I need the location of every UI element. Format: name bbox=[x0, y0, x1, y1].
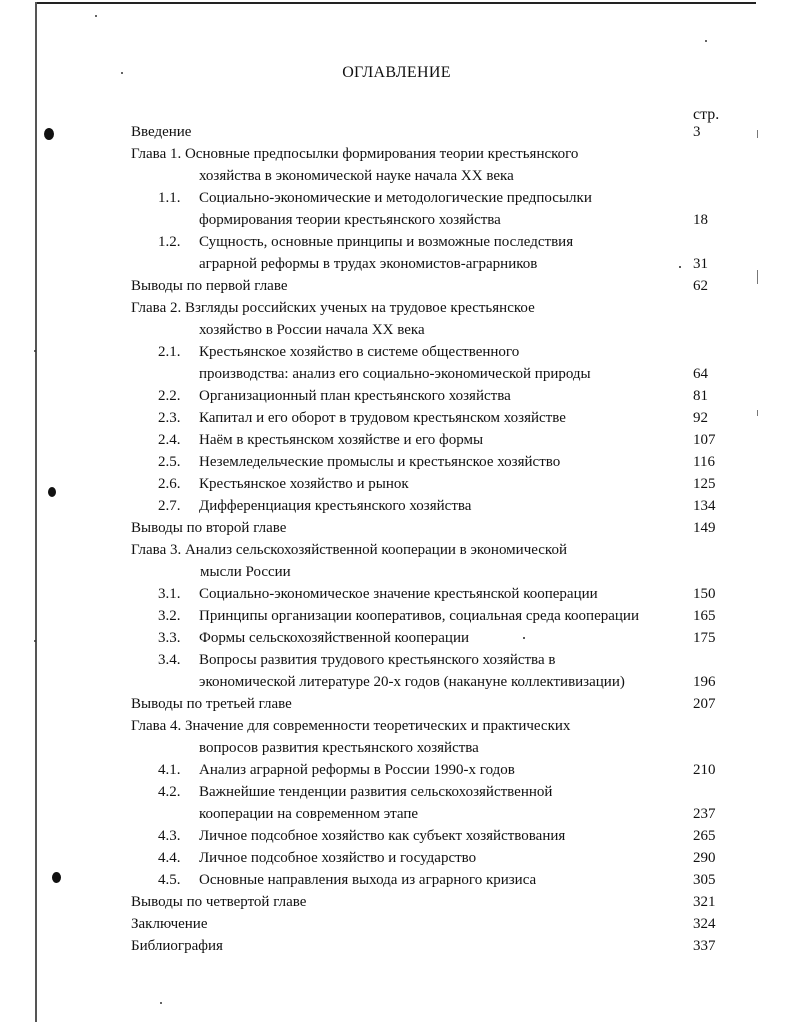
toc-entry-page: 134 bbox=[693, 498, 716, 514]
toc-chapter-title: Глава 4. Значение для современности теоретических и практических bbox=[131, 718, 571, 734]
toc-section bbox=[0, 649, 793, 671]
toc-entry-title: Библиография bbox=[131, 938, 223, 954]
toc-section-number: 3.4. bbox=[158, 652, 181, 668]
toc-section-number: 1.1. bbox=[158, 190, 181, 206]
toc-chapter bbox=[0, 715, 793, 737]
toc-section-number: 3.3. bbox=[158, 630, 181, 646]
toc-section-title-cont: аграрной реформы в трудах экономистов-аграрников bbox=[199, 256, 538, 272]
toc-section-title: Наём в крестьянском хозяйстве и его формы bbox=[199, 432, 484, 448]
toc-entry-title: Выводы по первой главе bbox=[131, 278, 288, 294]
toc-section bbox=[0, 495, 793, 517]
toc-chapter bbox=[0, 297, 793, 319]
toc-entry-page: 116 bbox=[693, 454, 715, 470]
toc-section-number: 4.3. bbox=[158, 828, 181, 844]
toc-entry-title: Выводы по четвертой главе bbox=[131, 894, 307, 910]
toc-entry-page: 165 bbox=[693, 608, 716, 624]
toc-section-title: Крестьянское хозяйство в системе общественного bbox=[199, 344, 520, 360]
toc-entry-page: 149 bbox=[693, 520, 716, 536]
toc-entry bbox=[0, 693, 793, 715]
toc-section-title: Социально-экономические и методологические предпосылки bbox=[199, 190, 592, 206]
toc-entry-title: Выводы по третьей главе bbox=[131, 696, 292, 712]
toc-section bbox=[0, 407, 793, 429]
toc-section-title: Личное подсобное хозяйство и государство bbox=[199, 850, 477, 866]
toc-chapter-cont bbox=[0, 319, 793, 341]
toc-section-number: 1.2. bbox=[158, 234, 181, 250]
toc-section bbox=[0, 825, 793, 847]
toc-section-title: Вопросы развития трудового крестьянского хозяйства в bbox=[199, 652, 556, 668]
toc-entry-page: 305 bbox=[693, 872, 716, 888]
toc-section-number: 4.5. bbox=[158, 872, 181, 888]
toc-section bbox=[0, 341, 793, 363]
toc-section bbox=[0, 231, 793, 253]
toc-chapter-title-cont: мысли России bbox=[200, 564, 291, 580]
toc-section bbox=[0, 869, 793, 891]
toc-section-number: 2.7. bbox=[158, 498, 181, 514]
toc-entry bbox=[0, 275, 793, 297]
toc-section-title-cont: производства: анализ его социально-экономической природы bbox=[199, 366, 591, 382]
page-title: ОГЛАВЛЕНИЕ bbox=[342, 64, 451, 81]
toc-entry-page: 210 bbox=[693, 762, 716, 778]
toc-chapter-cont bbox=[0, 737, 793, 759]
toc-entry-page: 81 bbox=[693, 388, 708, 404]
toc-section-title: Сущность, основные принципы и возможные последствия bbox=[199, 234, 574, 250]
toc-section-title: Формы сельскохозяйственной кооперации bbox=[199, 630, 470, 646]
toc-chapter-title-cont: хозяйство в России начала XX века bbox=[199, 322, 425, 338]
toc-section-cont bbox=[0, 253, 793, 275]
speck bbox=[95, 15, 97, 17]
toc-section bbox=[0, 781, 793, 803]
toc-section bbox=[0, 583, 793, 605]
toc-entry-page: 207 bbox=[693, 696, 716, 712]
toc-section-number: 3.1. bbox=[158, 586, 181, 602]
toc-entry-page: 290 bbox=[693, 850, 716, 866]
toc-section-title-cont: формирования теории крестьянского хозяйства bbox=[199, 212, 501, 228]
toc-chapter-title-cont: вопросов развития крестьянского хозяйства bbox=[199, 740, 479, 756]
toc-section-title: Основные направления выхода из аграрного кризиса bbox=[199, 872, 537, 888]
toc-entry-title: Заключение bbox=[131, 916, 208, 932]
toc-chapter-title-cont: хозяйства в экономической науке начала XX века bbox=[199, 168, 514, 184]
toc-section bbox=[0, 847, 793, 869]
speck bbox=[679, 266, 681, 268]
toc-entry-page: 31 bbox=[693, 256, 708, 272]
toc-section-number: 2.5. bbox=[158, 454, 181, 470]
toc-entry bbox=[0, 121, 793, 143]
speck bbox=[160, 1002, 162, 1004]
toc-section-cont bbox=[0, 363, 793, 385]
toc-entry-page: 3 bbox=[693, 124, 701, 140]
toc-section bbox=[0, 759, 793, 781]
toc-entry-page: 92 bbox=[693, 410, 708, 426]
toc-section-title: Принципы организации кооперативов, социальная среда кооперации bbox=[199, 608, 639, 624]
toc-section-cont bbox=[0, 671, 793, 693]
toc-entry-title: Введение bbox=[131, 124, 192, 140]
toc-section bbox=[0, 473, 793, 495]
toc-entry bbox=[0, 935, 793, 957]
toc-section bbox=[0, 429, 793, 451]
toc-entry-page: 107 bbox=[693, 432, 716, 448]
toc-section-title: Личное подсобное хозяйство как субъект хозяйствования bbox=[199, 828, 566, 844]
toc-section-title: Неземледельческие промыслы и крестьянское хозяйство bbox=[199, 454, 561, 470]
toc-section bbox=[0, 627, 793, 649]
toc-entry-page: 321 bbox=[693, 894, 716, 910]
toc-section bbox=[0, 605, 793, 627]
toc-entry bbox=[0, 891, 793, 913]
toc-section-cont bbox=[0, 803, 793, 825]
speck bbox=[523, 637, 525, 639]
toc-section-title: Социально-экономическое значение крестьянской кооперации bbox=[199, 586, 598, 602]
toc-section-title: Организационный план крестьянского хозяйства bbox=[199, 388, 511, 404]
toc-section-title: Важнейшие тенденции развития сельскохозяйственной bbox=[199, 784, 553, 800]
toc-section bbox=[0, 385, 793, 407]
toc-section-number: 4.2. bbox=[158, 784, 181, 800]
toc-entry-title: Выводы по второй главе bbox=[131, 520, 287, 536]
toc-section-title: Капитал и его оборот в трудовом крестьянском хозяйстве bbox=[199, 410, 566, 426]
toc-entry-page: 175 bbox=[693, 630, 716, 646]
toc-section bbox=[0, 187, 793, 209]
toc-chapter-title: Глава 2. Взгляды российских ученых на трудовое крестьянское bbox=[131, 300, 535, 316]
page-column-label: стр. bbox=[693, 106, 720, 123]
toc-chapter-cont bbox=[0, 561, 793, 583]
toc-entry bbox=[0, 913, 793, 935]
toc-chapter-cont bbox=[0, 165, 793, 187]
toc-section-title-cont: кооперации на современном этапе bbox=[199, 806, 419, 822]
toc-entry-page: 18 bbox=[693, 212, 708, 228]
speck bbox=[705, 40, 707, 42]
toc-entry-page: 150 bbox=[693, 586, 716, 602]
toc-chapter bbox=[0, 143, 793, 165]
toc-entry-page: 125 bbox=[693, 476, 716, 492]
toc-entry-page: 62 bbox=[693, 278, 708, 294]
toc-entry-page: 324 bbox=[693, 916, 716, 932]
toc-chapter-title: Глава 3. Анализ сельскохозяйственной кооперации в экономической bbox=[131, 542, 567, 558]
toc-section-number: 4.4. bbox=[158, 850, 181, 866]
toc-entry bbox=[0, 517, 793, 539]
toc-section-number: 4.1. bbox=[158, 762, 181, 778]
toc-section-title: Дифференциация крестьянского хозяйства bbox=[199, 498, 472, 514]
toc-section-number: 3.2. bbox=[158, 608, 181, 624]
toc-entry-page: 337 bbox=[693, 938, 716, 954]
toc-section-number: 2.1. bbox=[158, 344, 181, 360]
toc-chapter-title: Глава 1. Основные предпосылки формирования теории крестьянского bbox=[131, 146, 579, 162]
toc-entry-page: 196 bbox=[693, 674, 716, 690]
toc-section-number: 2.2. bbox=[158, 388, 181, 404]
toc-section bbox=[0, 451, 793, 473]
toc-section-number: 2.3. bbox=[158, 410, 181, 426]
toc-chapter bbox=[0, 539, 793, 561]
toc-entry-page: 64 bbox=[693, 366, 708, 382]
toc-section-title: Крестьянское хозяйство и рынок bbox=[199, 476, 409, 492]
toc-section-cont bbox=[0, 209, 793, 231]
toc-section-number: 2.6. bbox=[158, 476, 181, 492]
toc-section-title: Анализ аграрной реформы в России 1990-х годов bbox=[199, 762, 515, 778]
toc-section-number: 2.4. bbox=[158, 432, 181, 448]
table-of-contents bbox=[0, 121, 793, 957]
page-frame-top bbox=[36, 2, 756, 4]
toc-entry-page: 265 bbox=[693, 828, 716, 844]
toc-section-title-cont: экономической литературе 20-х годов (накануне коллективизации) bbox=[199, 674, 625, 690]
toc-entry-page: 237 bbox=[693, 806, 716, 822]
